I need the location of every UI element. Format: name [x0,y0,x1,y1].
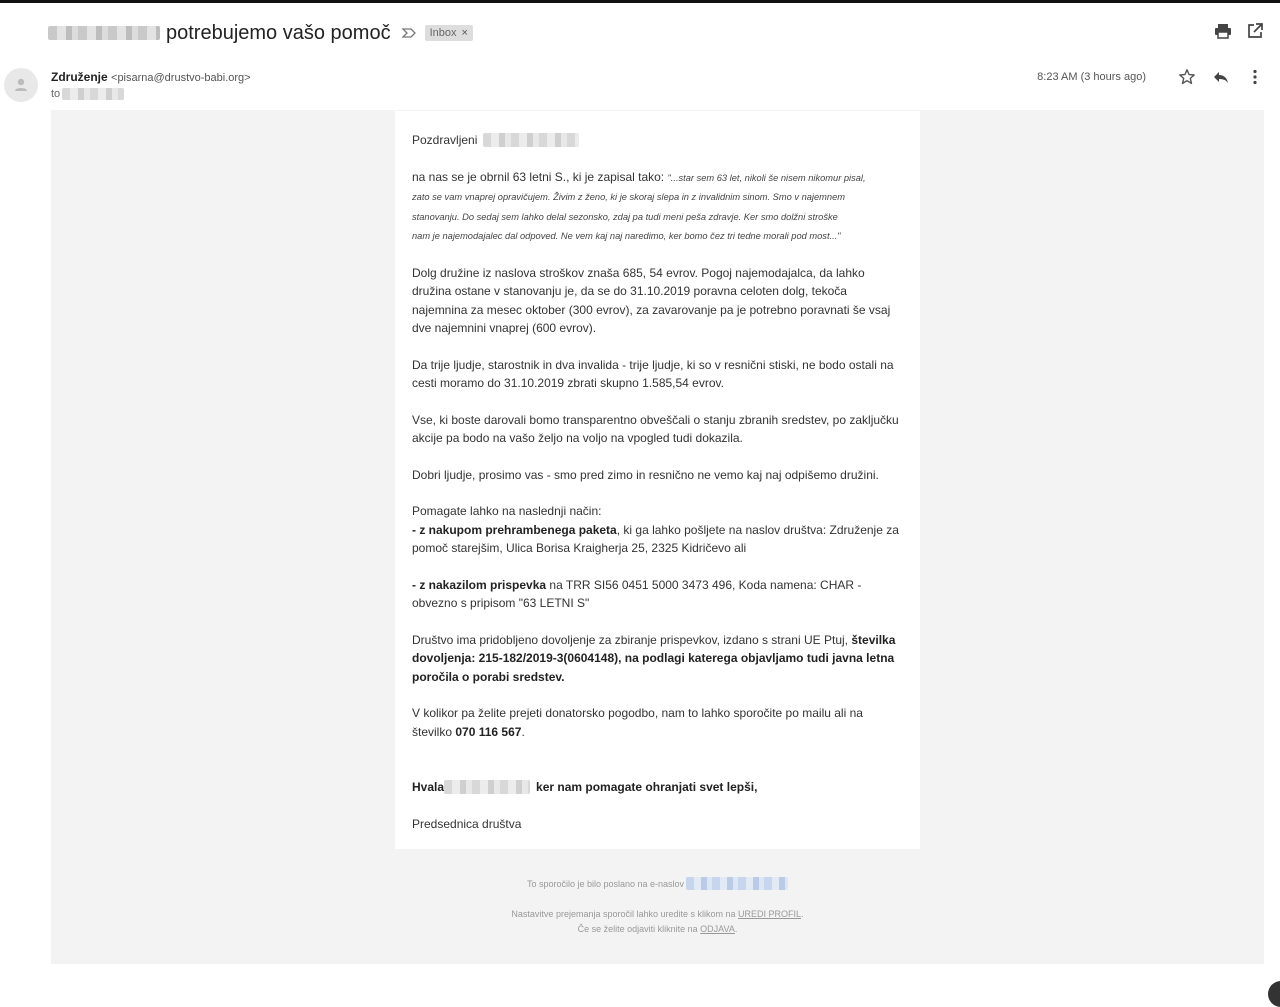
recipient-line [51,88,124,100]
quote-line-1: "...star sem 63 let, nikoli še nisem nikomur pisal, [667,172,866,183]
help-intro: Pomagate lahko na naslednji način: [412,504,602,518]
footer-sent-to-text: To sporočilo je bilo poslano na e-naslov [526,878,685,889]
signature: Predsednica društva [412,816,522,831]
help-option-package-title: - z nakupom prehrambenega paketa [412,522,617,537]
contract-end: . [521,724,525,739]
contract-paragraph [412,704,903,741]
sender-email: <pisarna@drustvo-babi.org> [111,72,251,84]
remove-label-icon[interactable]: × [461,27,468,39]
redacted-subject-prefix [48,26,160,40]
permit-text: Društvo ima pridobljeno dovoljenje za zbiranje prispevkov, izdano s strani UE Ptuj, [412,632,848,647]
debt-paragraph: Dolg družine iz naslova stroškov znaša 685, 54 evrov. Pogoj najemodajalca, da lahko družina ostane v stanovanju je, da se do 31.10.2019 poravna celoten dolg, tekoča najemnina za mesec oktober (300 evrov), za zavarovanje pa je potrebno poravnati še vsaj dve najemnini vnaprej (600 evrov). [412,265,891,335]
greeting-line [412,131,903,150]
email-subject: potrebujemo vašo pomoč [166,21,391,44]
open-in-new-window-icon[interactable] [1246,22,1264,40]
footer-unsubscribe [395,924,920,934]
contract-text: V kolikor pa želite prejeti donatorsko pogodbo, nam to lahko sporočite po mailu ali na številko [412,706,863,739]
quote-line-3: stanovanju. Do sedaj sem lahko delal sezonsko, zdaj pa tudi meni peša zdravje. Ker smo dolžni stroške [412,211,838,222]
help-option-transfer [412,576,903,613]
quote-line-4: nam je najemodajalec dal odpoved. Ne vem kaj naj naredimo, ker bomo čez tri tedne morali pod most..." [412,231,841,241]
quote-line-2: zato se vam vnaprej opravičujem. Živim z ženo, ki je skoraj slepa in z invalidnim sinom. Smo v najemnem [412,192,845,202]
person-icon [12,76,30,94]
footer-settings-end: . [801,909,804,919]
sender-name[interactable]: Združenje [51,70,108,84]
permit-paragraph [412,631,903,687]
intro-paragraph [412,168,903,189]
edit-profile-link[interactable]: UREDI PROFIL [738,909,802,919]
reply-icon[interactable] [1212,68,1230,86]
to-label: to [51,88,61,100]
message-meta [1037,68,1264,86]
subject-row [48,20,473,46]
footer-settings [395,909,920,919]
print-icon[interactable] [1214,22,1232,40]
intro-text: na nas se je obrnil 63 letni S., ki je zapisal tako: [412,169,668,184]
sender-line [51,70,251,84]
plea-paragraph: Dobri ljudje, prosimo vas - smo pred zimo in resnično ne vemo kaj naj odpišemo družini. [412,467,879,482]
window-top-border [0,0,1280,3]
label-chip-text: Inbox [429,27,457,39]
thread-actions [1214,22,1264,40]
thanks-word: Hvala [412,780,445,794]
redacted-recipient [62,88,124,100]
star-icon[interactable] [1178,68,1196,86]
contract-phone: 070 116 567 [455,724,522,739]
help-option-package [412,521,903,558]
importance-marker-icon[interactable] [401,25,417,41]
unsubscribe-link[interactable]: ODJAVA [700,924,735,934]
footer-unsubscribe-end: . [734,924,738,934]
redacted-thanks-name [444,780,530,794]
redacted-email [686,877,788,890]
people-paragraph: Da trije ljudje, starostnik in dva invalida - trije ljudje, ki so v resnični stiski, ne bodo ostali na cesti moramo do 31.10.2019 zbrati skupno 1.585,54 evrov. [412,357,894,390]
label-chip-inbox [425,25,473,41]
footer-settings-text: Nastavitve prejemanja sporočil lahko uredite s klikom na [511,909,739,919]
redacted-name [483,133,579,147]
more-vert-icon[interactable] [1246,68,1264,86]
permit-number: številka dovoljenja: 215-182/2019-3(0604148), na podlagi katerega objavljamo tudi javna letna poročila o porabi sredstev. [412,632,896,684]
message-time: 8:23 AM (3 hours ago) [1037,71,1146,83]
footer-sent-to [395,877,920,890]
message-content-card [395,111,920,849]
help-option-transfer-title: - z nakazilom prispevka [412,577,547,592]
help-option-transfer-text: na TRR SI56 0451 5000 3473 496, Koda namena: CHAR - obvezno s pripisom "63 LETNI S" [412,577,862,610]
help-option-package-text: , ki ga lahko pošljete na naslov društva: Združenje za pomoč starejšim, Ulica Borisa Kraigherja 25, 2325 Kidričevo ali [412,522,899,555]
footer-unsubscribe-text: Če se želite odjaviti kliknite na [577,924,701,934]
thanks-line [412,778,903,797]
corner-floating-button[interactable] [1268,981,1280,1007]
sender-avatar[interactable] [4,68,38,102]
greeting: Pozdravljeni [412,133,478,147]
thanks-text: ker nam pomagate ohranjati svet lepši, [536,780,758,794]
transparency-paragraph: Vse, ki boste darovali bomo transparentno obveščali o stanju zbranih sredstev, po zaključku akcije pa bodo na vašo željo na voljo na vpogled tudi dokazila. [412,412,899,445]
